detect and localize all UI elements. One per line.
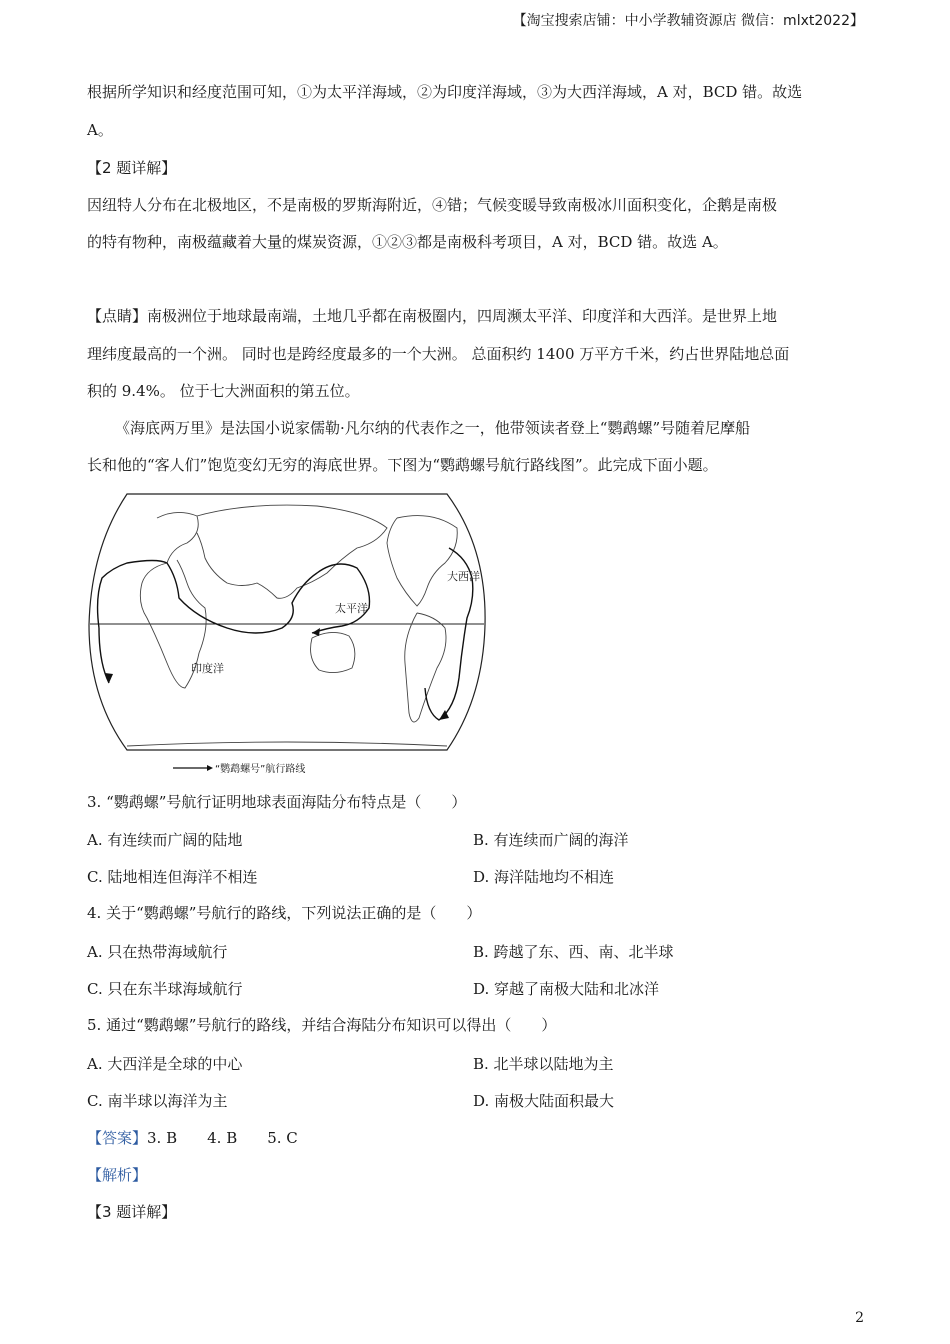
label-pacific: 太平洋 [335,602,368,615]
analysis-label: 【解析】 [87,1166,148,1184]
legend-arrow-icon [173,764,213,772]
nautilus-route-map [87,488,497,778]
q2-title: 【2 题详解】 [87,159,177,177]
answer-label: 【答案】 [87,1129,148,1147]
world-map-figure [87,488,497,778]
tip-line: 理纬度最高的一个洲。 同时也是跨经度最多的一个大洲。 总面积约 1400 万平方千米，约占世界陆地总面 [87,345,790,363]
page-header: 【淘宝搜索店铺：中小学教辅资源店 微信：mlxt2022】 [512,13,864,29]
question-stem: 4. 关于“鹦鹉螺”号航行的路线，下列说法正确的是（ ） [87,904,482,922]
question-stem: 3. “鹦鹉螺”号航行证明地球表面海陆分布特点是（ ） [87,793,467,811]
label-indian: 印度洋 [191,662,224,675]
map-frame [89,494,485,750]
option-d: D. 南极大陆面积最大 [473,1092,615,1110]
label-atlantic: 大西洋 [447,570,480,583]
q2-line: 因纽特人分布在北极地区，不是南极的罗斯海附近，④错；气候变暖导致南极冰川面积变化，企鹅是南极 [87,196,778,214]
intro-line: 《海底两万里》是法国小说家儒勒·凡尔纳的代表作之一，他带领读者登上“鹦鹉螺”号随着尼摩船 [115,419,751,437]
map-legend: “鹦鹉螺号”航行路线 [215,764,306,775]
tip-line: 积的 9.4%。 位于七大洲面积的第五位。 [87,382,360,400]
option-c: C. 陆地相连但海洋不相连 [87,868,258,886]
question-stem: 5. 通过“鹦鹉螺”号航行的路线，并结合海陆分布知识可以得出（ ） [87,1016,557,1034]
q1-answer-line: 根据所学知识和经度范围可知，①为太平洋海域，②为印度洋海域，③为大西洋海域，A 对，BCD 错。故选 [87,83,803,101]
answer-text: 3. B 4. B 5. C [147,1129,298,1147]
page-number: 2 [855,1310,864,1326]
q3-title: 【3 题详解】 [87,1203,177,1221]
q2-line: 的特有物种，南极蕴藏着大量的煤炭资源，①②③都是南极科考项目，A 对，BCD 错。故选 A。 [87,233,728,251]
option-b: B. 跨越了东、西、南、北半球 [473,943,674,961]
intro-line: 长和他的“客人们”饱览变幻无穷的海底世界。下图为“鹦鹉螺号航行路线图”。此完成下面小题。 [87,456,718,474]
answer-line [87,1128,298,1148]
option-b: B. 有连续而广阔的海洋 [473,831,629,849]
option-a: A. 只在热带海域航行 [87,943,228,961]
option-a: A. 大西洋是全球的中心 [87,1055,243,1073]
q1-answer-line: A。 [87,121,113,139]
tip-line: 【点睛】南极洲位于地球最南端，土地几乎都在南极圈内，四周濒太平洋、印度洋和大西洋。是世界上地 [87,307,778,325]
option-a: A. 有连续而广阔的陆地 [87,831,243,849]
option-d: D. 海洋陆地均不相连 [473,868,615,886]
option-d: D. 穿越了南极大陆和北冰洋 [473,980,660,998]
option-c: C. 只在东半球海域航行 [87,980,243,998]
option-b: B. 北半球以陆地为主 [473,1055,614,1073]
option-c: C. 南半球以海洋为主 [87,1092,228,1110]
